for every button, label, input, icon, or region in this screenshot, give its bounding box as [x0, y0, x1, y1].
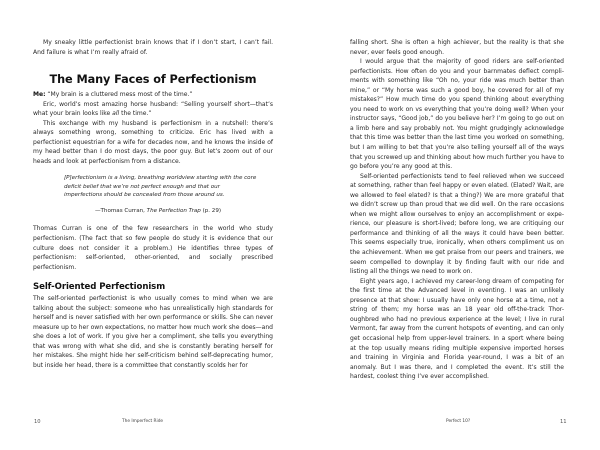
right-page [300, 0, 600, 450]
attribution-page: (p. 29) [200, 207, 222, 214]
dialogue-me [33, 90, 273, 100]
running-head-left: The Imperfect Ride [122, 419, 164, 424]
dialogue-reply-text: Eric, world’s most amazing horse husband: “Selling yourself short—that’s what your brain looks like [33, 100, 273, 118]
paragraph-continued: falling short. She is often a high achiever, but the reality is that she never, ever feels good enough. [350, 39, 564, 56]
dialogue-line: “My brain is a cluttered mess most of the time.” [45, 91, 193, 99]
paragraph-curran: Thomas Curran is one of the few researchers in the world who study perfectionism. (The fact that so few people do study it is evidence that our culture does not consider it a problem.) He identifies three types of perfectionism: self-oriented, other-oriented, and socially prescribed perfectionism. [33, 225, 273, 271]
section-heading: The Many Faces of Perfectionism [49, 73, 257, 87]
subsection-heading: Self-Oriented Perfectionism [33, 282, 166, 293]
opening-paragraph: My sneaky little perfectionist brain knows that if I don’t start, I can’t fail. And failure is what I’m really afraid of. [33, 39, 273, 56]
dialogue-reply-emphasis: all [112, 110, 120, 118]
running-head-right: Perfect 10? [446, 419, 471, 424]
page-number-right: 11 [560, 419, 567, 425]
blockquote: [P]erfectionism is a living, breathing worldview starting with the core deficit belief that we’re not perfect enough and that our imperfections should be concealed from those around us. [64, 175, 257, 199]
paragraph-relieved: Self-oriented perfectionists tend to feel relieved when we succeed at something, rather than feel happy or even elated. (Elated? Wait, are we allowed to feel elated? Is that a thing?) We are more grateful that we didn’t screw up than proud that we did well. On the rare occasions when we might allow ourselves to enjoy an accomplishment or expe-rience, our pleasure is short-lived; before long, we are critiquing our performance and thinking of all the ways it could have been better. This seems especially true, ironically, when others compliment us on the achievement. When we get praise from our peers and trainers, we seem compelled to downplay it by finding fault with our ride and listing all the things we need to work on. [350, 172, 564, 276]
paragraph-eight-years: Eight years ago, I achieved my career-long dream of competing for the first time at the Advanced level in eventing. I was an unlikely presence at that show: I usually have only one horse at a time, not a string of them; my horse was an 18 year old off-the-track Thor-oughbred who had no previous experience at the level; I live in rural Vermont, far away from the current hotspots of eventing, and can only get occasional help from upper-level trainers. In a sport where being at the top usually means riding multiple expensive imported horses and training in Virginia and Florida year-round, I was a bit of an anomaly. But I was there, and I completed the event. It’s still the hardest, coolest thing I’ve ever accomplished. [350, 277, 564, 381]
paragraph-exchange: This exchange with my husband is perfectionism in a nutshell: there’s always something wrong, something to criticize. Eric has lived with a perfectionist equestrian for a wife for decades now, and he knows the inside of my head better than I do most days, the poor guy. But let’s zoom out of our heads and look at perfectionism from a distance. [33, 119, 273, 165]
paragraph-riders: I would argue that the majority of good riders are self-oriented perfectionists. How often do you and your barnmates deflect compli-ments with something like “Oh no, your ride was much better than mine,” or “My horse was such a good boy, he covered for all of my mistakes?” How much time do you spend thinking about everything you need to work on vs everything that you’re doing well? When your instructor says, “Good job,” do you believe her? I’m going to go out on a limb here and say probably not. You might grudgingly acknowledge that this time was better than the last time you worked on something, but I am willing to bet that you’re also telling yourself all of the ways that you screwed up and thinking about how much further you have to go before you’re any good at this. [350, 58, 564, 171]
paragraph-self-oriented: The self-oriented perfectionist is who usually comes to mind when we are talking about the subject: someone who has unrealistically high standards for herself and is never satisfied with her own performance or skills. She can never measure up to her own expectations, no matter how much work she does—and she does a lot of work. If you give her a compliment, she tells you everything that was wrong with what she did, and she is constantly berating herself for her mistakes. She might hide her self-criticism behind self-deprecating humor, but inside her head, there is a committee that constantly scolds her for [33, 295, 273, 370]
attribution-author: —Thomas Curran, [94, 207, 147, 214]
dialogue-eric [33, 100, 273, 119]
page-number-left: 10 [34, 419, 41, 425]
speaker-label: Me: [33, 91, 46, 99]
left-page-text-column [33, 38, 273, 371]
right-page-text-column [350, 38, 564, 382]
dialogue-reply-end: the time.” [119, 110, 152, 118]
blockquote-attribution [33, 207, 273, 216]
attribution-book-title: The Perfection Trap [146, 207, 201, 214]
